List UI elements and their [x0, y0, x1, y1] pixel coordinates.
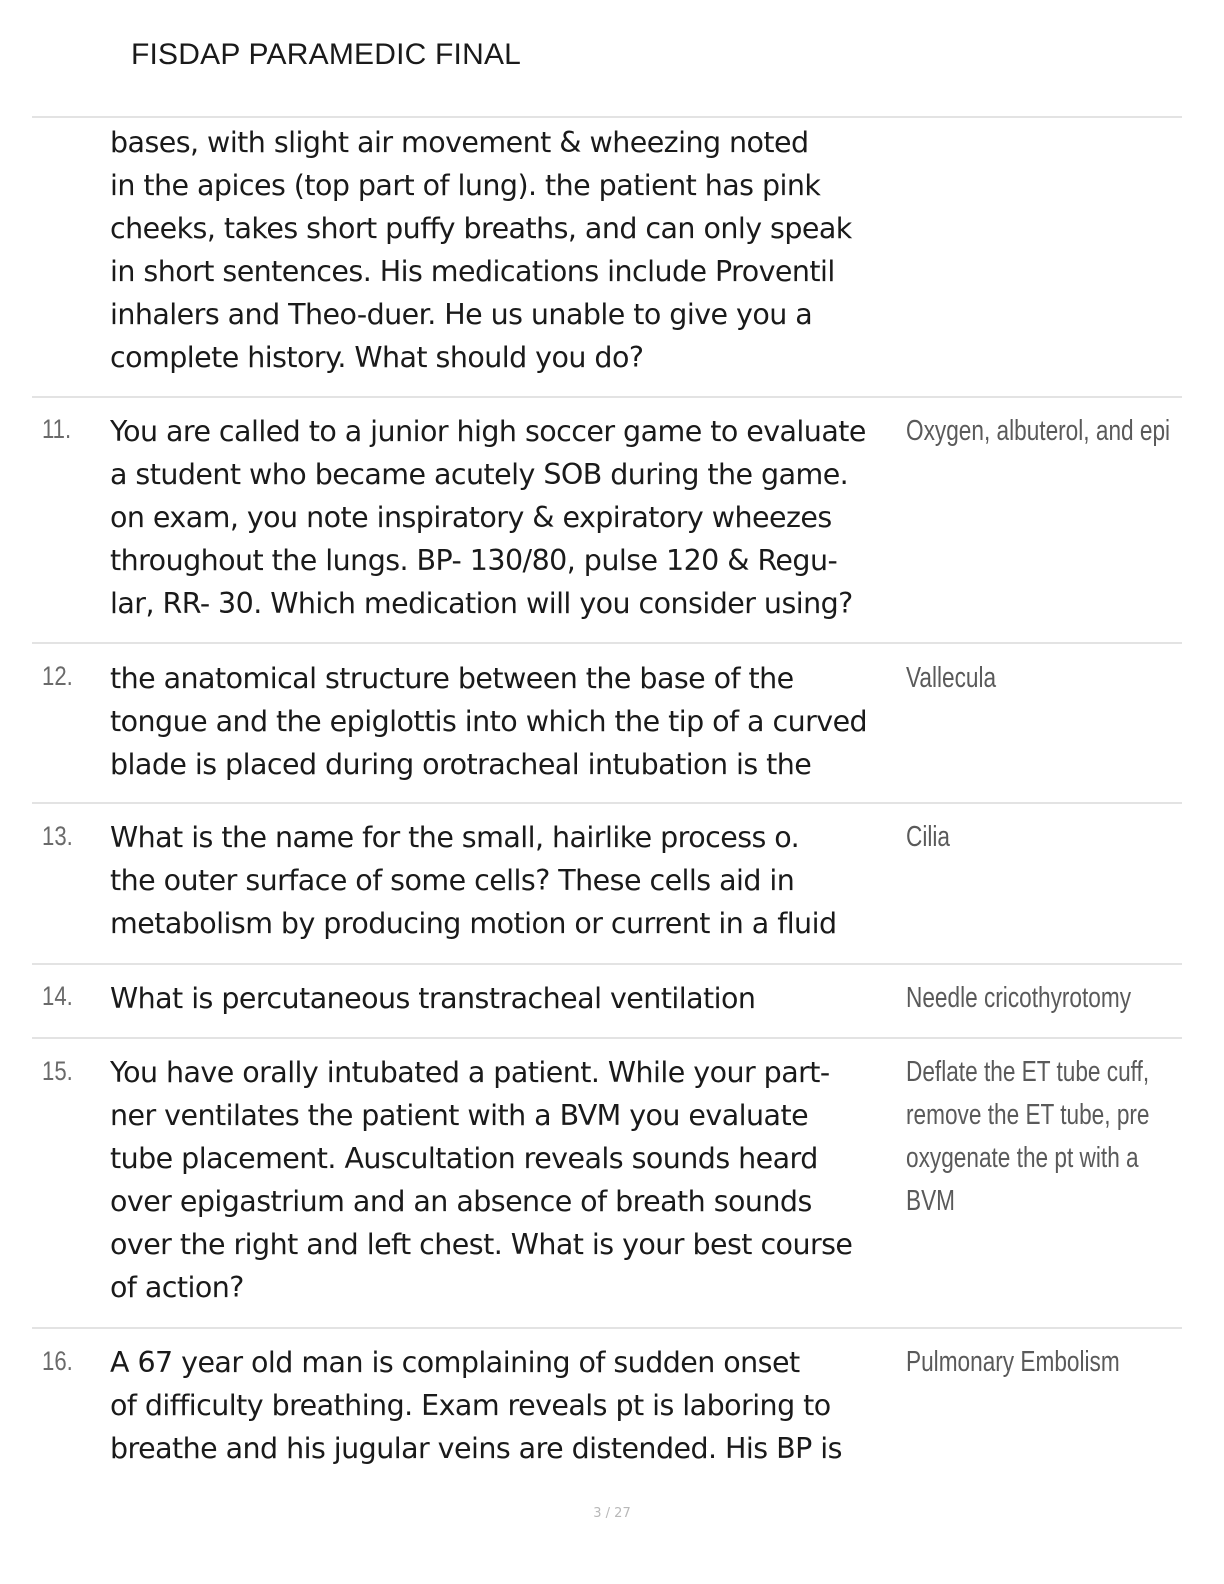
question-text [110, 410, 900, 625]
answer-line: BVM [906, 1185, 956, 1217]
table-row [32, 642, 1182, 802]
question-line: in the apices (top part of lung). the patient has pink [110, 169, 821, 202]
table-row [32, 802, 1182, 963]
row-number: 15. [42, 1056, 73, 1086]
question-line: a student who became acutely SOB during the game. [110, 458, 849, 491]
table-row [32, 116, 1182, 396]
question-line: tongue and the epiglottis into which the tip of a curved [110, 705, 868, 738]
question-line: lar, RR- 30. Which medication will you consider using? [110, 587, 853, 620]
question-line: throughout the lungs. BP- 130/80, pulse 120 & Regu- [110, 544, 838, 577]
answer-line: Pulmonary Embolism [906, 1346, 1120, 1378]
question-line: complete history. What should you do? [110, 341, 644, 374]
answer-line: remove the ET tube, pre [906, 1099, 1150, 1131]
answer-line: oxygenate the pt with a [906, 1142, 1139, 1174]
page-number: 3 / 27 [593, 1506, 631, 1521]
question-line: You have orally intubated a patient. While your part- [110, 1056, 830, 1089]
question-line: the outer surface of some cells? These cells aid in [110, 864, 795, 897]
question-line: over epigastrium and an absence of breath sounds [110, 1185, 812, 1218]
answer-text [906, 977, 1156, 1020]
question-line: on exam, you note inspiratory & expiratory wheezes [110, 501, 832, 534]
answer-text [906, 1051, 1156, 1223]
question-line: over the right and left chest. What is your best course [110, 1228, 853, 1261]
question-line: the anatomical structure between the base of the [110, 662, 794, 695]
answer-line: Deflate the ET tube cuff, [906, 1056, 1150, 1088]
question-text [110, 977, 900, 1020]
answer-line: Cilia [906, 821, 950, 853]
answer-text [906, 657, 1156, 700]
table-row [32, 1327, 1182, 1477]
question-line: ner ventilates the patient with a BVM you evaluate [110, 1099, 809, 1132]
answer-line: Vallecula [906, 662, 997, 694]
question-line: A 67 year old man is complaining of sudden onset [110, 1346, 800, 1379]
question-line: What is the name for the small, hairlike process o. [110, 821, 800, 854]
flashcard-table [32, 116, 1182, 1477]
row-number: 14. [42, 981, 73, 1011]
table-row [32, 963, 1182, 1037]
row-number: 12. [42, 661, 73, 691]
table-row [32, 396, 1182, 642]
document-title: FISDAP PARAMEDIC FINAL [131, 38, 522, 71]
answer-text [906, 816, 1156, 859]
row-number: 13. [42, 821, 73, 851]
answer-text [906, 1341, 1156, 1384]
question-text [110, 816, 900, 945]
question-line: inhalers and Theo-duer. He us unable to give you a [110, 298, 813, 331]
question-line: bases, with slight air movement & wheezing noted [110, 126, 809, 159]
question-line: tube placement. Auscultation reveals sounds heard [110, 1142, 818, 1175]
question-line: What is percutaneous transtracheal ventilation [110, 982, 756, 1015]
question-line: of action? [110, 1271, 244, 1304]
question-line: cheeks, takes short puffy breaths, and can only speak [110, 212, 852, 245]
answer-line: Oxygen, albuterol, and epi [906, 415, 1171, 447]
question-line: of difficulty breathing. Exam reveals pt is laboring to [110, 1389, 831, 1422]
question-text [110, 121, 900, 379]
question-text [110, 657, 900, 786]
answer-text [906, 410, 1171, 453]
question-text [110, 1341, 900, 1470]
answer-line: Needle cricothyrotomy [906, 982, 1132, 1014]
question-line: metabolism by producing motion or current in a fluid [110, 907, 837, 940]
question-line: You are called to a junior high soccer game to evaluate [110, 415, 866, 448]
row-number: 11. [42, 414, 72, 444]
question-line: in short sentences. His medications include Proventil [110, 255, 835, 288]
table-row [32, 1037, 1182, 1327]
question-line: breathe and his jugular veins are distended. His BP is [110, 1432, 842, 1465]
row-number: 16. [42, 1346, 73, 1376]
question-line: blade is placed during orotracheal intubation is the [110, 748, 812, 781]
question-text [110, 1051, 900, 1309]
